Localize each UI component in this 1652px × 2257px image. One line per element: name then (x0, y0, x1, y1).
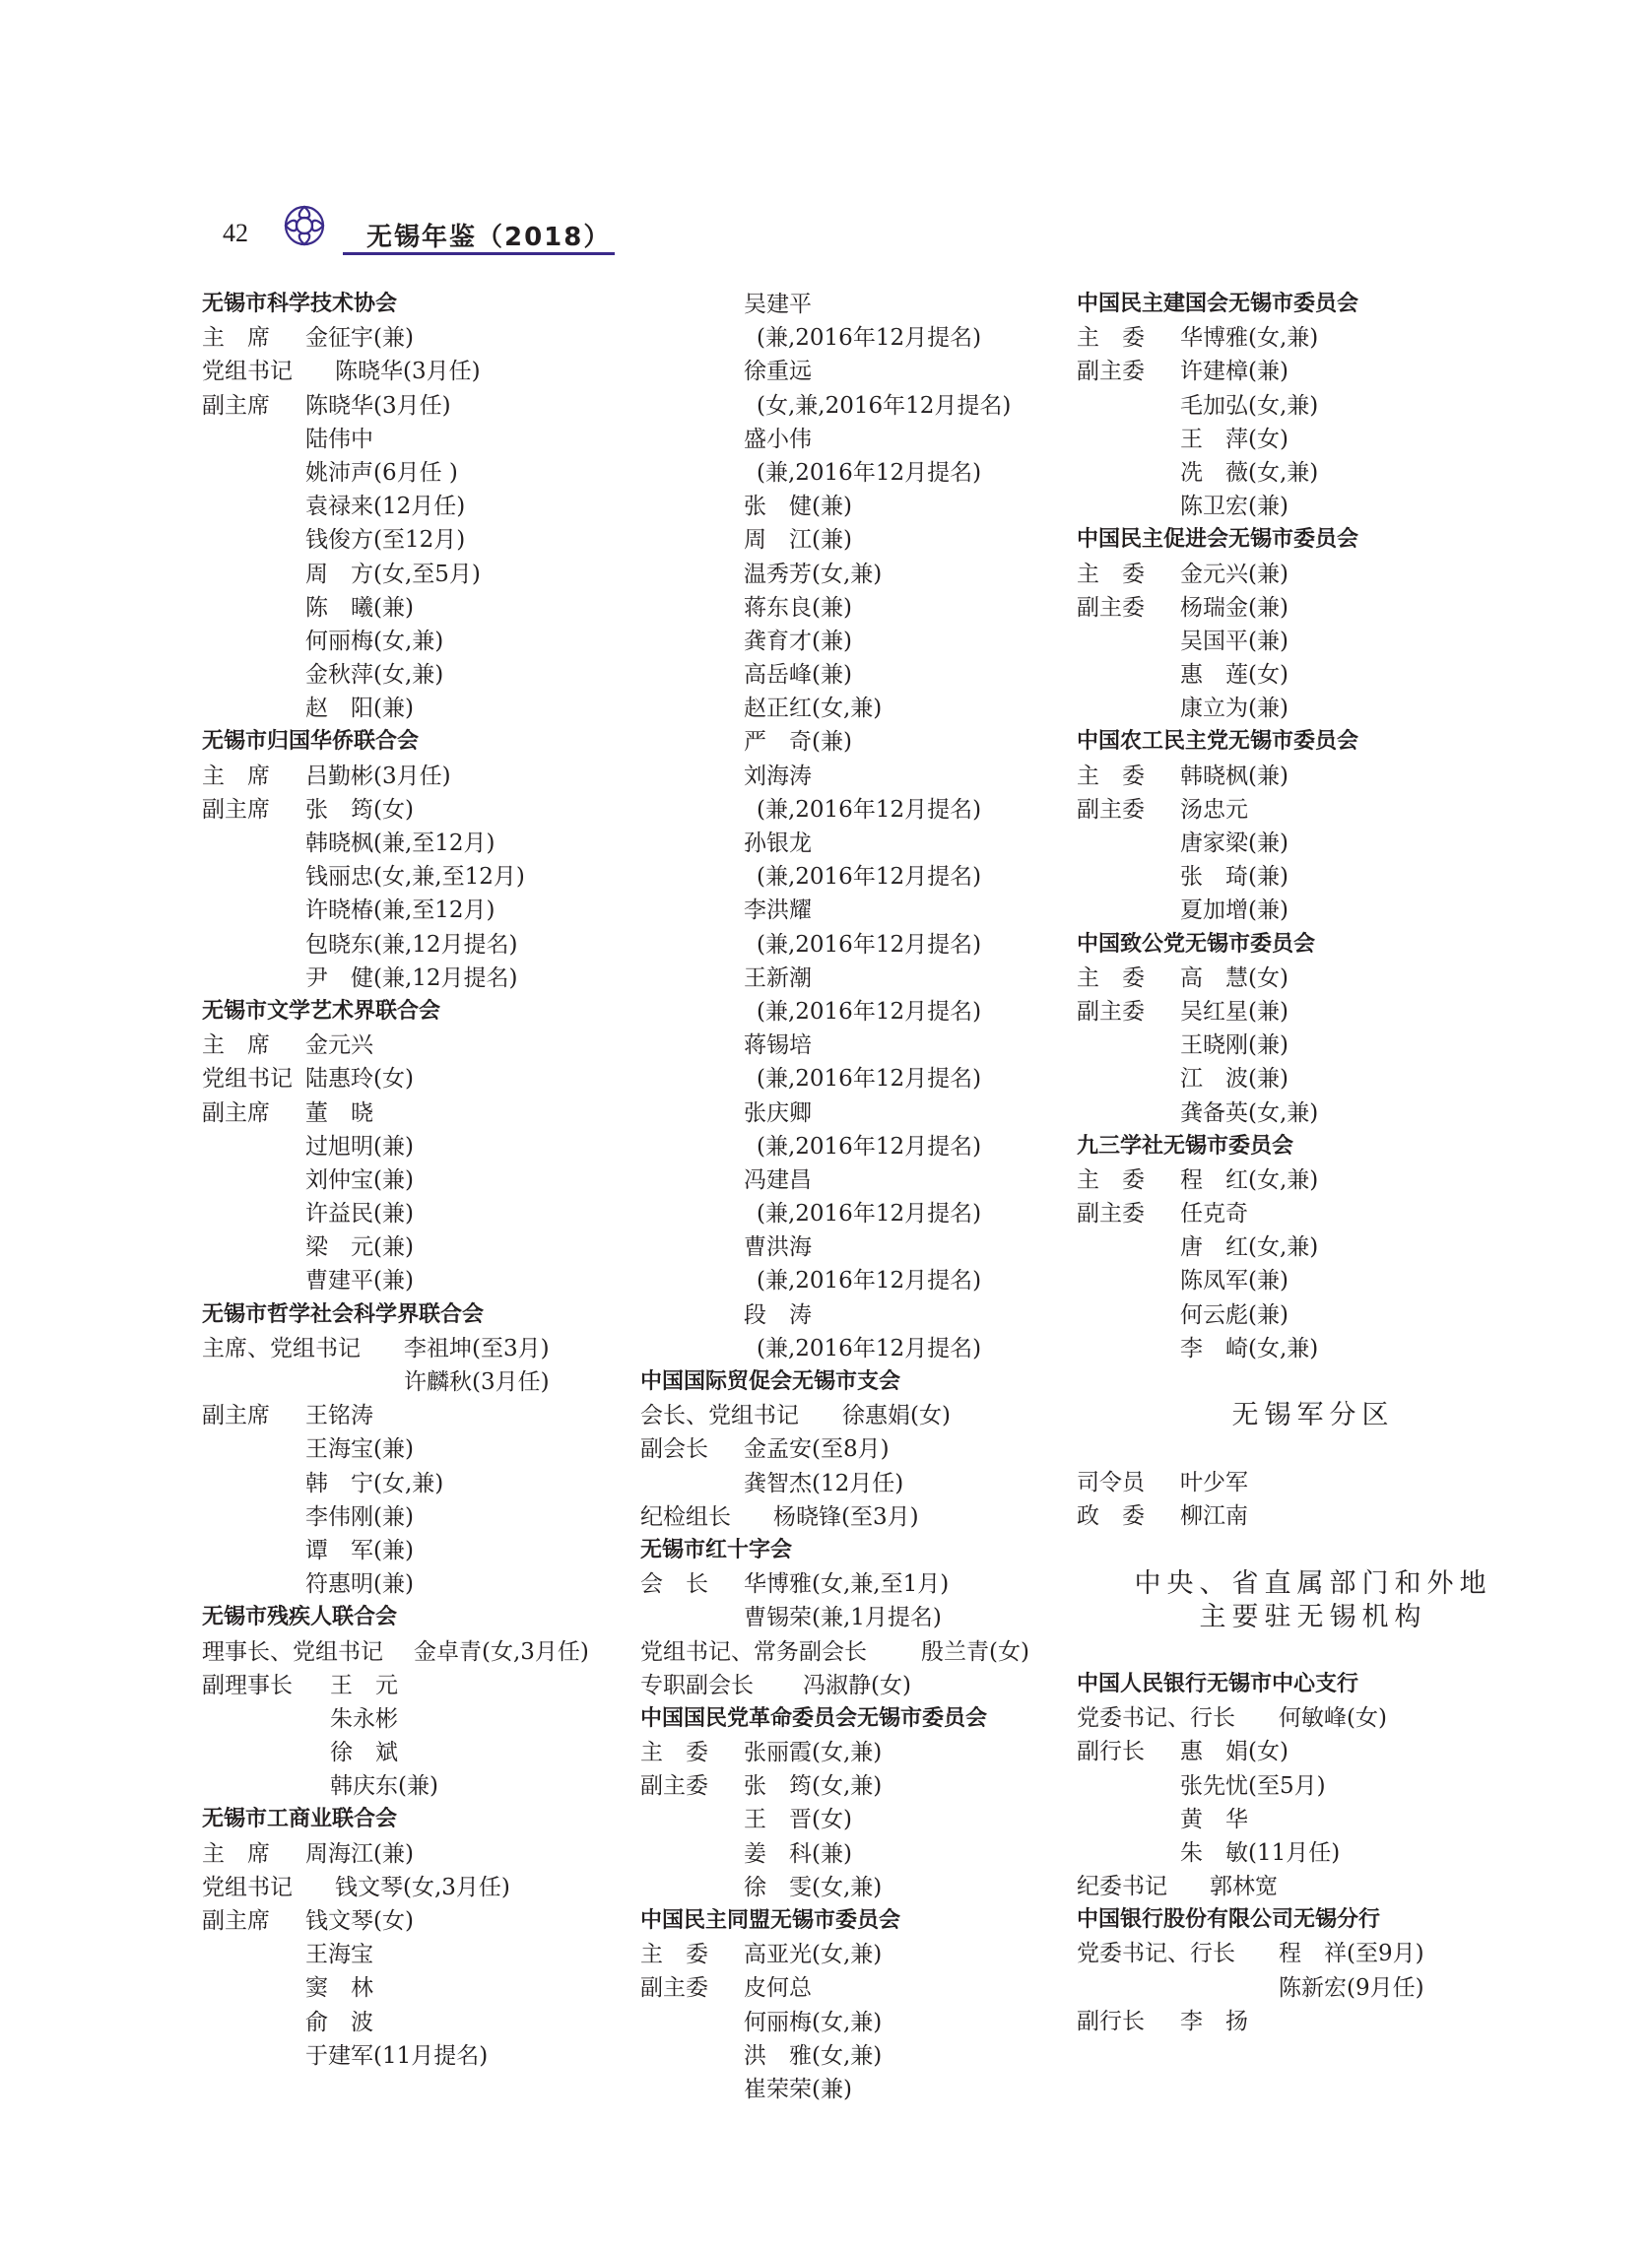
person-name: 惠 莲(女) (1180, 662, 1289, 689)
personnel-row (1077, 1701, 1550, 1735)
person-name: 徐惠娟(女) (842, 1403, 951, 1429)
person-name: 钱丽忠(女,兼,至12月) (305, 864, 525, 891)
role-label: 主 席 (202, 763, 270, 789)
person-name: 陈新宏(9月任) (1279, 1974, 1424, 2001)
person-name: (兼,2016年12月提名) (757, 459, 982, 486)
person-name: 梁 元(兼) (305, 1234, 414, 1261)
person-name: 陈晓华(3月任) (305, 392, 451, 419)
role-label: 副主席 (202, 1099, 270, 1126)
person-name: 曹建平(兼) (305, 1268, 414, 1294)
person-name: (兼,2016年12月提名) (757, 998, 982, 1025)
section-title: 无锡军分区 (1231, 1400, 1395, 1430)
org-heading: 无锡市归国华侨联合会 (202, 729, 420, 755)
role-label: 主 委 (1077, 1166, 1145, 1193)
person-name: 温秀芳(女,兼) (744, 561, 883, 587)
person-name: 黄 华 (1180, 1806, 1248, 1832)
column-left (202, 288, 635, 2073)
personnel-row (1077, 321, 1550, 355)
person-name: 周 方(女,至5月) (305, 561, 481, 587)
person-name: 王 元 (330, 1672, 398, 1698)
role-label: 主 委 (1077, 763, 1145, 789)
person-name: 吴国平(兼) (1180, 628, 1289, 654)
person-name: 吴建平 (744, 292, 812, 317)
column-right (1077, 288, 1550, 2038)
role-label: 副主委 (1077, 1201, 1145, 1228)
role-label: 副主委 (1077, 594, 1145, 621)
person-name: 龚备英(女,兼) (1180, 1099, 1319, 1126)
person-name: 叶少军 (1180, 1470, 1248, 1496)
role-label: 副会长 (640, 1436, 708, 1463)
personnel-row (202, 1904, 635, 1938)
person-name: 于建军(11月提名) (305, 2042, 489, 2069)
person-name: (兼,2016年12月提名) (757, 325, 982, 352)
person-name: 张先忧(至5月) (1180, 1772, 1326, 1799)
person-name: 李 崎(女,兼) (1180, 1335, 1319, 1361)
role-label: 纪委书记 (1077, 1874, 1167, 1900)
person-name: 王 萍(女) (1180, 426, 1289, 452)
personnel-row (202, 355, 635, 388)
person-name: 王晓刚(兼) (1180, 1032, 1289, 1059)
person-name: 韩晓枫(兼,至12月) (305, 830, 496, 856)
person-name: 康立为(兼) (1180, 696, 1289, 722)
person-name: 朱 敏(11月任) (1180, 1839, 1341, 1866)
person-name: 任克奇 (1180, 1201, 1248, 1228)
role-label: 副主席 (202, 1403, 270, 1429)
header-rule (343, 252, 615, 255)
person-name: 姜 科(兼) (744, 1840, 852, 1867)
person-name: 毛加弘(女,兼) (1180, 392, 1319, 419)
person-name: 杨晓锋(至3月) (773, 1503, 919, 1530)
role-label: 副主席 (202, 1908, 270, 1934)
person-name: 赵 阳(兼) (305, 696, 414, 722)
person-name: 皮何总 (744, 1975, 812, 2002)
person-name: 柳江南 (1180, 1503, 1248, 1530)
person-name: 盛小伟 (744, 426, 812, 452)
org-heading: 中国银行股份有限公司无锡分行 (1077, 1907, 1381, 1933)
personnel-row (1077, 962, 1550, 995)
role-label: 副行长 (1077, 2008, 1145, 2034)
personnel-row (1077, 1937, 1550, 1970)
person-name: 程 红(女,兼) (1180, 1166, 1319, 1193)
page-header (0, 0, 1652, 266)
person-name: 袁禄来(12月任) (305, 494, 466, 520)
spacer (1077, 1534, 1550, 1567)
role-label: 主 委 (640, 1942, 708, 1968)
person-name: 龚智杰(12月任) (744, 1470, 904, 1496)
personnel-row (640, 1567, 1074, 1601)
person-name: 冯建昌 (744, 1166, 812, 1193)
personnel-row (202, 321, 635, 355)
personnel-row (202, 760, 635, 793)
role-label: 党委书记、行长 (1077, 1705, 1235, 1732)
person-name: (兼,2016年12月提名) (757, 931, 982, 958)
person-name: 王 晋(女) (744, 1807, 852, 1833)
person-name: 金卓青(女,3月任) (414, 1638, 589, 1665)
person-name: 何丽梅(女,兼) (305, 628, 444, 654)
person-name: 唐家梁(兼) (1180, 830, 1289, 856)
person-name: (兼,2016年12月提名) (757, 1133, 982, 1160)
personnel-row (640, 1971, 1074, 2005)
person-name: 何丽梅(女,兼) (744, 2009, 883, 2035)
person-name: 华博雅(女,兼,至1月) (744, 1571, 950, 1598)
person-name: 汤忠元 (1180, 796, 1248, 823)
personnel-row (1077, 1499, 1550, 1533)
person-name: 张 筠(女) (305, 796, 414, 823)
person-name: 谭 军(兼) (305, 1537, 414, 1563)
person-name: 韩晓枫(兼) (1180, 763, 1289, 789)
personnel-row (202, 1029, 635, 1062)
personnel-row (640, 1736, 1074, 1769)
role-label: 主席、党组书记 (202, 1335, 361, 1361)
person-name: (兼,2016年12月提名) (757, 1201, 982, 1228)
column-middle (640, 288, 1074, 2106)
person-name: (女,兼,2016年12月提名) (757, 392, 1012, 419)
person-name: 程 祥(至9月) (1279, 1941, 1424, 1967)
person-name: 许晓椿(兼,至12月) (305, 897, 496, 924)
org-heading: 无锡市文学艺术界联合会 (202, 998, 441, 1024)
person-name: 刘海涛 (744, 763, 812, 789)
person-name: 韩 宁(女,兼) (305, 1470, 444, 1496)
person-name: 洪 雅(女,兼) (744, 2042, 883, 2069)
person-name: 姚沛声(6月任 ) (305, 459, 458, 486)
person-name: 周 江(兼) (744, 527, 852, 554)
personnel-row (202, 1871, 635, 1904)
role-label: 主 席 (202, 1840, 270, 1867)
role-label: 党组书记 (202, 1874, 293, 1900)
org-heading: 无锡市红十字会 (640, 1537, 793, 1562)
person-name: 陆伟中 (305, 426, 373, 452)
personnel-row (1077, 355, 1550, 388)
personnel-row (202, 1096, 635, 1130)
person-name: 徐 斌 (330, 1740, 398, 1766)
person-name: 朱永彬 (330, 1705, 398, 1732)
person-name: 夏加增(兼) (1180, 897, 1289, 924)
spacer (1077, 1634, 1550, 1668)
person-name: 何云彪(兼) (1180, 1301, 1289, 1328)
org-heading: 无锡市工商业联合会 (202, 1807, 398, 1832)
person-name: 严 奇(兼) (744, 729, 852, 756)
person-name: 曹锡荣(兼,1月提名) (744, 1605, 942, 1631)
role-label: 副主委 (640, 1773, 708, 1800)
person-name: 吴红星(兼) (1180, 998, 1289, 1025)
person-name: 张庆卿 (744, 1099, 812, 1126)
person-name: 金元兴(兼) (1180, 561, 1289, 587)
person-name: 金孟安(至8月) (744, 1436, 890, 1463)
person-name: 过旭明(兼) (305, 1133, 414, 1160)
person-name: 王海宝 (305, 1942, 373, 1968)
person-name: (兼,2016年12月提名) (757, 1268, 982, 1294)
org-heading: 中国农工民主党无锡市委员会 (1077, 729, 1359, 755)
person-name: 陆惠玲(女) (305, 1066, 414, 1093)
person-name: 李 扬 (1180, 2008, 1248, 2034)
personnel-row (640, 1669, 1074, 1702)
person-name: (兼,2016年12月提名) (757, 796, 982, 823)
role-label: 副主委 (1077, 359, 1145, 385)
personnel-row (640, 1432, 1074, 1466)
org-heading: 中国致公党无锡市委员会 (1077, 931, 1316, 957)
org-heading: 中国民主促进会无锡市委员会 (1077, 527, 1359, 553)
spacer (1077, 1432, 1550, 1466)
person-name: 蒋东良(兼) (744, 594, 852, 621)
section-title: 主要驻无锡机构 (1199, 1601, 1427, 1632)
spacer (1077, 1365, 1550, 1399)
person-name: 陈晓华(3月任) (335, 359, 481, 385)
org-heading: 中国人民银行无锡市中心支行 (1077, 1671, 1359, 1696)
person-name: 杨瑞金(兼) (1180, 594, 1289, 621)
person-name: 高亚光(女,兼) (744, 1942, 883, 1968)
personnel-row (1077, 558, 1550, 591)
role-label: 主 委 (640, 1740, 708, 1766)
person-name: 张 琦(兼) (1180, 864, 1289, 891)
person-name: 钱文琴(女) (305, 1908, 414, 1934)
person-name: 许益民(兼) (305, 1201, 414, 1228)
role-label: 理事长、党组书记 (202, 1638, 383, 1665)
person-name: 蒋锡培 (744, 1032, 812, 1059)
person-name: 李洪耀 (744, 897, 812, 924)
person-name: 崔荣荣(兼) (744, 2076, 852, 2102)
personnel-row (1077, 995, 1550, 1029)
personnel-row (202, 1837, 635, 1871)
role-label: 副行长 (1077, 1739, 1145, 1765)
org-heading: 中国民主同盟无锡市委员会 (640, 1908, 901, 1933)
org-heading: 中国国民党革命委员会无锡市委员会 (640, 1705, 988, 1731)
book-title: 无锡年鉴（2018） (366, 223, 612, 252)
person-name: 惠 娟(女) (1180, 1739, 1289, 1765)
person-name: 陈 曦(兼) (305, 594, 414, 621)
person-name: 尹 健(兼,12月提名) (305, 964, 518, 991)
person-name: (兼,2016年12月提名) (757, 1335, 982, 1361)
role-label: 党委书记、行长 (1077, 1941, 1235, 1967)
role-label: 专职副会长 (640, 1672, 754, 1698)
person-name: 许麟秋(3月任) (404, 1369, 550, 1395)
personnel-row (1077, 1466, 1550, 1499)
role-label: 司令员 (1077, 1470, 1145, 1496)
person-name: 金征宇(兼) (305, 325, 414, 352)
person-name: 曹洪海 (744, 1234, 812, 1261)
role-label: 副主委 (1077, 796, 1145, 823)
person-name: 华博雅(女,兼) (1180, 325, 1319, 352)
person-name: 董 晓 (305, 1099, 373, 1126)
person-name: 高岳峰(兼) (744, 662, 852, 689)
person-name: 段 涛 (744, 1301, 812, 1328)
person-name: 何敏峰(女) (1279, 1705, 1387, 1732)
person-name: 符惠明(兼) (305, 1571, 414, 1598)
personnel-row (202, 1669, 635, 1702)
person-name: 包晓东(兼,12月提名) (305, 931, 518, 958)
role-label: 副理事长 (202, 1672, 293, 1698)
role-label: 主 委 (1077, 325, 1145, 352)
person-name: 陈凤军(兼) (1180, 1268, 1289, 1294)
person-name: 王新潮 (744, 964, 812, 991)
role-label: 副主席 (202, 796, 270, 823)
person-name: 金元兴 (305, 1032, 373, 1059)
personnel-row (640, 1399, 1074, 1432)
person-name: 李祖坤(至3月) (404, 1335, 550, 1361)
person-name: 周海江(兼) (305, 1840, 414, 1867)
role-label: 主 委 (1077, 964, 1145, 991)
role-label: 党组书记 (202, 1066, 293, 1093)
role-label: 主 席 (202, 1032, 270, 1059)
person-name: 江 波(兼) (1180, 1066, 1289, 1093)
person-name: 冼 薇(女,兼) (1180, 459, 1319, 486)
personnel-row (1077, 1163, 1550, 1197)
yearbook-logo-icon (282, 203, 327, 248)
personnel-row (202, 1062, 635, 1095)
personnel-row (640, 1769, 1074, 1803)
personnel-row (202, 1399, 635, 1432)
person-name: 殷兰青(女) (921, 1638, 1029, 1665)
person-name: 俞 波 (305, 2009, 373, 2035)
person-name: 张 健(兼) (744, 494, 852, 520)
personnel-row (202, 389, 635, 423)
page-number: 42 (223, 219, 248, 247)
personnel-row (1077, 760, 1550, 793)
role-label: 党组书记 (202, 359, 293, 385)
personnel-row (202, 1332, 635, 1365)
person-name: 王铭涛 (305, 1403, 373, 1429)
person-name: 许建樟(兼) (1180, 359, 1289, 385)
role-label: 副主委 (640, 1975, 708, 2002)
personnel-row (1077, 1870, 1550, 1903)
personnel-row (640, 1500, 1074, 1534)
person-name: 徐 雯(女,兼) (744, 1874, 883, 1900)
section-title: 中央、省直属部门和外地 (1134, 1567, 1492, 1599)
person-name: 赵正红(女,兼) (744, 696, 883, 722)
role-label: 副主委 (1077, 998, 1145, 1025)
org-heading: 无锡市残疾人联合会 (202, 1605, 398, 1630)
personnel-row (1077, 1735, 1550, 1768)
role-label: 会 长 (640, 1571, 708, 1598)
person-name: (兼,2016年12月提名) (757, 1066, 982, 1093)
person-name: 高 慧(女) (1180, 964, 1289, 991)
person-name: 徐重远 (744, 359, 812, 385)
org-heading: 无锡市哲学社会科学界联合会 (202, 1301, 485, 1327)
person-name: 郭林宽 (1210, 1874, 1278, 1900)
role-label: 政 委 (1077, 1503, 1145, 1530)
person-name: 李伟刚(兼) (305, 1503, 414, 1530)
person-name: 吕勤彬(3月任) (305, 763, 451, 789)
role-label: 会长、党组书记 (640, 1403, 799, 1429)
personnel-row (1077, 591, 1550, 625)
role-label: 副主席 (202, 392, 270, 419)
person-name: 窦 林 (305, 1975, 373, 2002)
personnel-row (1077, 2005, 1550, 2038)
org-heading: 中国民主建国会无锡市委员会 (1077, 292, 1359, 316)
person-name: 钱俊方(至12月) (305, 527, 466, 554)
role-label: 主 席 (202, 325, 270, 352)
person-name: 金秋萍(女,兼) (305, 662, 444, 689)
personnel-row (640, 1635, 1074, 1669)
org-heading: 无锡市科学技术协会 (202, 292, 398, 316)
person-name: 刘仲宝(兼) (305, 1166, 414, 1193)
person-name: 张 筠(女,兼) (744, 1773, 883, 1800)
person-name: (兼,2016年12月提名) (757, 864, 982, 891)
personnel-row (640, 1938, 1074, 1971)
org-heading: 中国国际贸促会无锡市支会 (640, 1369, 901, 1394)
person-name: 韩庆东(兼) (330, 1773, 438, 1800)
personnel-row (1077, 1197, 1550, 1230)
personnel-row (202, 1635, 635, 1669)
person-name: 陈卫宏(兼) (1180, 494, 1289, 520)
org-heading: 九三学社无锡市委员会 (1077, 1133, 1294, 1159)
person-name: 王海宝(兼) (305, 1436, 414, 1463)
role-label: 主 委 (1077, 561, 1145, 587)
person-name: 孙银龙 (744, 830, 812, 856)
personnel-row (202, 793, 635, 827)
role-label: 党组书记、常务副会长 (640, 1638, 867, 1665)
personnel-row (1077, 793, 1550, 827)
person-name: 张丽霞(女,兼) (744, 1740, 883, 1766)
role-label: 纪检组长 (640, 1503, 731, 1530)
person-name: 唐 红(女,兼) (1180, 1234, 1319, 1261)
person-name: 龚育才(兼) (744, 628, 852, 654)
person-name: 钱文琴(女,3月任) (335, 1874, 510, 1900)
person-name: 冯淑静(女) (803, 1672, 911, 1698)
